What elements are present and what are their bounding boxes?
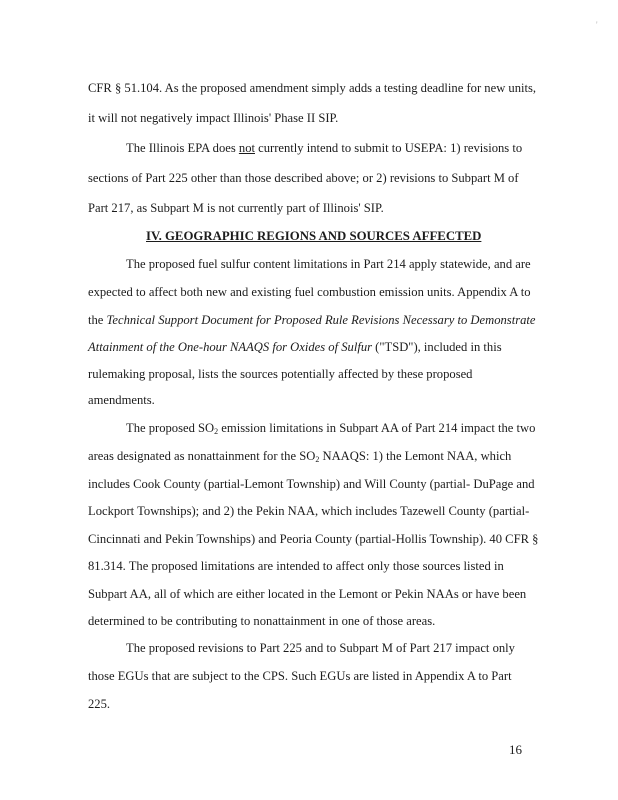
page-number: 16 <box>509 742 522 757</box>
p4-line-7: Subpart AA, all of which are either located in the Lemont or Pekin NAAs or have been <box>88 587 527 601</box>
p5-line-2: those EGUs that are subject to the CPS. Such EGUs are listed in Appendix A to Part <box>88 669 512 683</box>
underlined-not: not <box>238 141 255 155</box>
p5-line-1: The proposed revisions to Part 225 and to Subpart M of Part 217 impact only <box>126 641 515 655</box>
p4-line-8: determined to be contributing to nonattainment in one of those areas. <box>88 614 436 628</box>
section-heading: IV. GEOGRAPHIC REGIONS AND SOURCES AFFECTED <box>146 229 482 243</box>
p2-line-3: Part 217, as Subpart M is not currently part of Illinois' SIP. <box>88 201 384 215</box>
p2-line-2: sections of Part 225 other than those described above; or 2) revisions to Subpart M of <box>88 171 519 185</box>
p3-line-5: rulemaking proposal, lists the sources potentially affected by these proposed <box>88 367 473 381</box>
tsd-title-part-2: Attainment of the One-hour NAAQS for Oxides of Sulfur <box>88 340 373 354</box>
p1-line-1: CFR § 51.104. As the proposed amendment simply adds a testing deadline for new units, <box>88 81 537 95</box>
p3-line-6: amendments. <box>88 393 155 407</box>
p4-line-1: The proposed $SO_2$ emission limitations in Subpart AA of Part 214 impact the two <box>126 421 536 436</box>
p3-line-1: The proposed fuel sulfur content limitations in Part 214 apply statewide, and are <box>126 257 531 271</box>
p4-line-6: 81.314. The proposed limitations are intended to affect only those sources listed in <box>88 559 504 573</box>
p4-line-4: Lockport Townships); and 2) the Pekin NAA, which includes Tazewell County (partial- <box>88 504 530 518</box>
p4-line-2: areas designated as nonattainment for the $SO_2$ NAAQS: 1) the Lemont NAA, which <box>88 449 512 464</box>
scan-artifact-mark: ' <box>596 20 598 30</box>
tsd-title-part-1: Technical Support Document for Proposed Rule Revisions Necessary to Demonstrate <box>106 313 536 327</box>
p3-line-2: expected to affect both new and existing fuel combustion emission units. Appendix A to <box>88 285 531 299</box>
p1-line-2: it will not negatively impact Illinois' Phase II SIP. <box>88 111 339 125</box>
p4-line-3: includes Cook County (partial-Lemont Township) and Will County (partial- DuPage and <box>88 477 535 491</box>
p3-line-4: Attainment of the One-hour NAAQS for Oxides of Sulfur ("TSD"), included in this <box>88 340 502 354</box>
p4-line-5: Cincinnati and Pekin Townships) and Peoria County (partial-Hollis Township). 40 CFR § <box>88 532 539 546</box>
p3-line-3: the Technical Support Document for Proposed Rule Revisions Necessary to Demonstrate <box>88 313 536 327</box>
p5-line-3: 225. <box>88 697 111 711</box>
p2-line-1: The Illinois EPA does not currently intend to submit to USEPA: 1) revisions to <box>126 141 523 155</box>
